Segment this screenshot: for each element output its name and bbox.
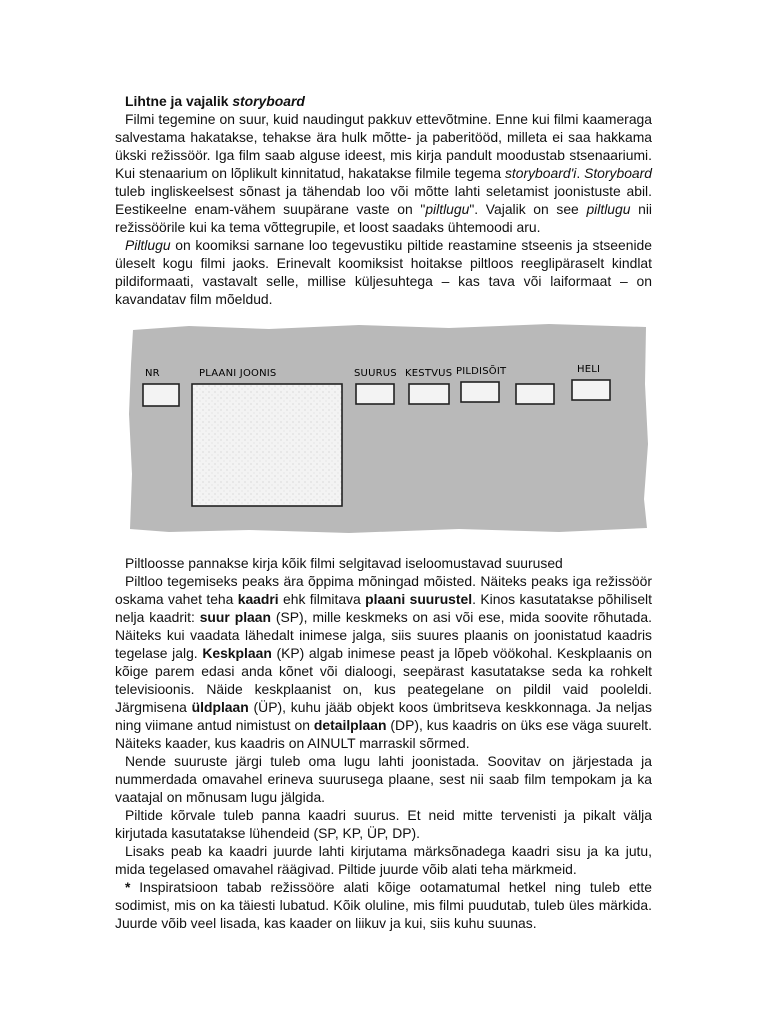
suurus-box bbox=[356, 384, 394, 404]
para1-run: nii režissöörile kui ka tema võttegrupile, et loost saadaks ühtemoodi aru. bbox=[115, 201, 653, 235]
para4-run: . Kinos kasutatakse põhiliselt nelja kaadrit: bbox=[115, 591, 652, 625]
title-italic-text: storyboard bbox=[232, 93, 305, 109]
para4-run: Piltloo tegemiseks peaks ära õppima mõningad mõisted. Näiteks peaks iga režissöör oskama vahet teha bbox=[115, 573, 652, 607]
para2-run: Piltlugu bbox=[125, 237, 171, 253]
nr-box bbox=[143, 384, 179, 406]
para1-run: Filmi tegemine on suur, kuid naudingut pakkuv ettevõtmine. Enne kui filmi kaameraga salvestama hakatakse, tehakse ära hulk mõtte- ja paberitööd, milleta ei saa hakkama ükski režissöör. Iga film saab alguse ideest, mis kirja pandult moodustab stsenaariumi. Kui stenaarium on lõplikult kinnitatud, hakatakse filmile tegema bbox=[115, 111, 652, 181]
pildisoit-box bbox=[461, 382, 499, 402]
para4-run: (SP), mille keskmeks on asi või ese, mida soovite rõhutada. Näiteks kui vaadata lähedalt inimese jalga, siis suures plaanis on joonistatud kaadris tegelase jalg. bbox=[115, 609, 652, 661]
paragraph-luhendid bbox=[115, 806, 652, 842]
paragraph-intro bbox=[115, 110, 652, 236]
para1-run: ". Vajalik on see bbox=[469, 201, 587, 217]
storyboard-template-drawing bbox=[129, 324, 649, 534]
para1-run: storyboard'i bbox=[504, 165, 577, 181]
para1-run: Storyboard bbox=[584, 165, 653, 181]
sulatused-box bbox=[516, 384, 554, 404]
section-title bbox=[115, 92, 652, 110]
label-plaani-joonis: PLAANI JOONIS bbox=[199, 368, 277, 379]
kestvus-box bbox=[409, 384, 449, 404]
title-text: Lihtne ja vajalik bbox=[125, 93, 233, 109]
para4-run: (KP) algab inimese peast ja lõpeb vöökohal. Keskplaanis on kõige parem edasi anda kõnet või dialoogi, seepärast kasutatakse seda ka rohkelt televisioonis. Näide keskplaanist on, kus peategelane on pildil vaid pooleldi. Järgmisena bbox=[115, 645, 652, 715]
label-pildisoit: PILDISÕIT bbox=[456, 366, 507, 377]
paragraph-summary bbox=[115, 554, 652, 572]
para8-run: Inspiratsioon tabab režissööre alati kõige ootamatumal hetkel ning tuleb ette sodimist, mis on ka täiesti lubatud. Kõik oluline, mis filmi puudutab, tuleb üles märkida. Juurde võib veel lisada, kas kaader on liikuv ja kui, siis kuhu suunas. bbox=[115, 879, 653, 931]
label-nr: NR bbox=[145, 368, 160, 379]
para4-run: ehk filmitava bbox=[278, 591, 366, 607]
document-page bbox=[115, 92, 652, 932]
paragraph-kaadrid bbox=[115, 572, 652, 752]
paragraph-inspiratsioon bbox=[115, 878, 652, 932]
paragraph-piltlugu bbox=[115, 236, 652, 308]
para5-run: Nende suuruste järgi tuleb oma lugu lahti joonistada. Soovitav on järjestada ja nummerdada omavahel erineva suurusega plaane, sest nii saab film tempokam ja ka vaatajal on mõnusam lugu jälgida. bbox=[115, 753, 652, 805]
para4-run: kaadri bbox=[237, 591, 279, 607]
para7-run: Lisaks peab ka kaadri juurde lahti kirjutama märksõnadega kaadri sisu ja ka jutu, mida tegelased omavahel räägivad. Piltide juurde võib alati teha märkmeid. bbox=[115, 843, 652, 877]
para1-run: . bbox=[576, 165, 585, 181]
plaani-joonis-box bbox=[192, 384, 342, 506]
para4-run: (DP), kus kaadris on üks ese väga suurelt. Näiteks kaader, kus kaadris on AINULT marraskil sõrmed. bbox=[115, 717, 653, 751]
para6-run: Piltide kõrvale tuleb panna kaadri suurus. Et neid mitte tervenisti ja pikalt välja kirjutada kasutatakse lühendeid (SP, KP, ÜP, DP). bbox=[115, 807, 652, 841]
para2-run: on koomiksi sarnane loo tegevustiku piltide reastamine stseenis ja stseenide üleselt kogu filmi jaoks. Erinevalt koomiksist hoitakse piltloos reeglipäraselt kindlat pildiformaati, vastavalt selle, millise küljesuhtega – kas tava või laiformaat – on kavandatav film mõeldud. bbox=[115, 237, 652, 307]
heli-box bbox=[572, 380, 610, 400]
paragraph-joonistamine bbox=[115, 752, 652, 806]
para4-run: detailplaan bbox=[313, 717, 387, 733]
label-suurus: SUURUS bbox=[354, 368, 397, 379]
para3-run: Piltloosse pannakse kirja kõik filmi selgitavad iseloomustavad suurused bbox=[125, 555, 563, 571]
paragraph-markmed bbox=[115, 842, 652, 878]
storyboard-template-figure bbox=[129, 324, 649, 534]
para8-run: * bbox=[125, 879, 140, 895]
para1-run: piltlugu bbox=[425, 201, 470, 217]
para1-run: tuleb ingliskeelsest sõnast ja tähendab loo või mõtte lahti seletamist joonistuste abil. Eestikeelne enam-vähem suupärane vaste on " bbox=[115, 183, 652, 217]
label-kestvus: KESTVUS bbox=[405, 368, 453, 379]
label-heli: HELI bbox=[577, 364, 601, 375]
para4-run: suur plaan bbox=[199, 609, 271, 625]
para4-run: (ÜP), kuhu jääb objekt koos ümbritseva keskkonnaga. Ja neljas ning viimane antud nimistust on bbox=[115, 699, 652, 733]
para4-run: plaani suurustel bbox=[365, 591, 473, 607]
para1-run: piltlugu bbox=[586, 201, 631, 217]
para4-run: üldplaan bbox=[191, 699, 249, 715]
para4-run: Keskplaan bbox=[202, 645, 272, 661]
